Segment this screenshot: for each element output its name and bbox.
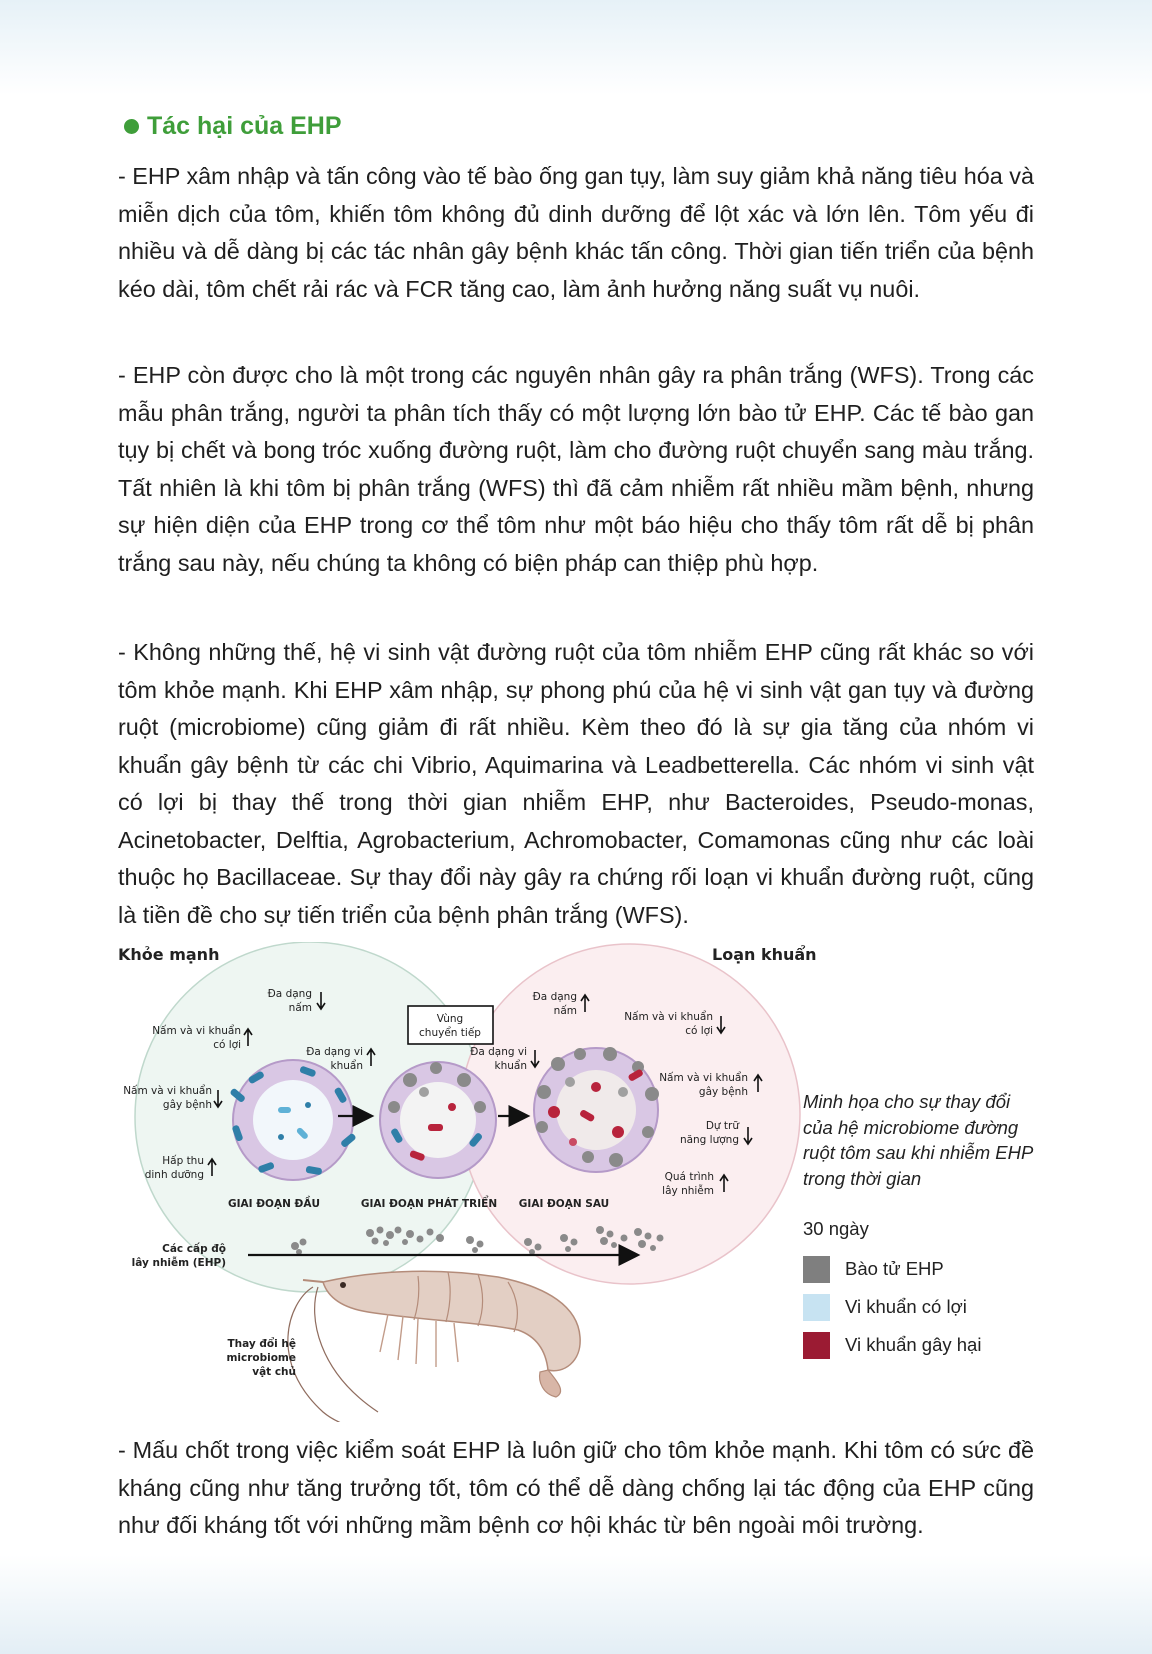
right-fungal-diversity-l1: Đa dạng [532, 991, 577, 1003]
legend-label: Bào tử EHP [845, 1258, 944, 1279]
paragraph-damage-overview: - EHP xâm nhập và tấn công vào tế bào ống gan tụy, làm suy giảm khả năng tiêu hóa và miễn dịch của tôm, khiến tôm không đủ dinh dưỡng để lột xác và lớn lên. Tôm yếu đi nhiều và dễ dàng bị các tác nhân gây bệnh khác tấn công. Thời gian tiến triển của bệnh kéo dài, tôm chết rải rác và FCR tăng cao, làm ảnh hưởng năng suất vụ nuôi. [118, 163, 1034, 302]
right-pathogenic-l2: gây bệnh [698, 1086, 748, 1098]
right-beneficial-l1: Nấm và vi khuẩn [624, 1011, 713, 1023]
figure-caption: Minh họa cho sự thay đổi của hệ microbiome đường ruột tôm sau khi nhiễm EHP trong thời gian [803, 1091, 1033, 1189]
label-healthy: Khỏe mạnh [118, 945, 220, 964]
transition-zone-line1: Vùng [436, 1013, 464, 1025]
stage-label-developing: GIAI ĐOẠN PHÁT TRIỂN [360, 1198, 498, 1210]
left-absorption-l1: Hấp thu [162, 1155, 204, 1167]
legend-title: 30 ngày [803, 1218, 869, 1239]
left-bacterial-diversity-l2: khuẩn [330, 1060, 363, 1072]
figure-legend [803, 1218, 981, 1364]
host-change-l2: microbiome [226, 1352, 296, 1364]
stage-label-late: GIAI ĐOẠN SAU [518, 1198, 610, 1210]
microbiome-diagram [118, 942, 848, 1422]
left-fungal-diversity-l2: nấm [288, 1002, 312, 1014]
shrimp-illustration [288, 1271, 580, 1422]
right-infection-l2: lây nhiễm [662, 1185, 714, 1197]
right-bacterial-diversity-l2: khuẩn [494, 1060, 527, 1072]
gut-section-developing [380, 1062, 496, 1178]
legend-swatch-beneficial [803, 1294, 830, 1321]
paragraph-white-feces: - EHP còn được cho là một trong các nguyên nhân gây ra phân trắng (WFS). Trong các mẫu phân trắng, người ta phân tích thấy có một lượng lớn bào tử EHP. Các tế bào gan tụy bị chết và bong tróc xuống đường ruột, làm cho đường ruột chuyển sang màu trắng. Tất nhiên là khi tôm bị phân trắng (WFS) thì đã cảm nhiễm rất nhiều mầm bệnh, nhưng sự hiện diện của EHP trong cơ thể tôm như một báo hiệu cho thấy tôm rất dễ bị phân trắng sau này, nếu chúng ta không có biện pháp can thiệp phù hợp. [118, 362, 1034, 576]
right-fungal-diversity-l2: nấm [553, 1005, 577, 1017]
paragraph-control: - Mấu chốt trong việc kiểm soát EHP là luôn giữ cho tôm khỏe mạnh. Khi tôm có sức đề kháng cũng như tăng trưởng tốt, tôm có thể dễ dàng chống lại tác động của EHP cũng như đối kháng tốt với những mầm bệnh cơ hội khác từ bên ngoài môi trường. [118, 1437, 1034, 1538]
paragraph-microbiome: - Không những thế, hệ vi sinh vật đường ruột của tôm nhiễm EHP cũng rất khác so với tôm khỏe mạnh. Khi EHP xâm nhập, sự phong phú của hệ vi sinh vật gan tụy và đường ruột (microbiome) cũng giảm đi rất nhiều. Kèm theo đó là sự gia tăng của nhóm vi khuẩn gây bệnh từ các chi Vibrio, Aquimarina và Leadbetterella. Các nhóm vi sinh vật có lợi bị thay thế trong thời gian nhiễm EHP, như Bacteroides, Pseudo-monas, Acinetobacter, Delftia, Agrobacterium, Achromobacter, Comamonas cũng như các loài thuộc họ Bacillaceae. Sự thay đổi này gây ra chứng rối loạn vi khuẩn đường ruột, cũng là tiền đề cho sự tiến triển của bệnh phân trắng (WFS). [118, 639, 1034, 928]
bullet-dot-icon [124, 119, 139, 134]
infection-level-l2: lây nhiễm (EHP) [131, 1257, 226, 1269]
legend-label: Vi khuẩn gây hại [845, 1334, 982, 1355]
legend-item [803, 1288, 981, 1326]
stage-label-early: GIAI ĐOẠN ĐẦU [228, 1198, 320, 1210]
left-bacterial-diversity-l1: Đa dạng vi [306, 1046, 363, 1058]
left-beneficial-l2: có lợi [213, 1039, 241, 1051]
host-change-l1: Thay đổi hệ [227, 1338, 296, 1350]
section-heading-text: Tác hại của EHP [147, 112, 342, 140]
right-energy-l2: năng lượng [679, 1134, 739, 1146]
left-beneficial-l1: Nấm và vi khuẩn [152, 1025, 241, 1037]
host-change-l3: vật chủ [252, 1366, 296, 1378]
transition-zone-line2: chuyển tiếp [419, 1027, 481, 1039]
legend-label: Vi khuẩn có lợi [845, 1296, 967, 1317]
right-energy-l1: Dự trữ [705, 1120, 739, 1132]
microbiome-figure [118, 942, 848, 1422]
left-pathogenic-l1: Nấm và vi khuẩn [123, 1085, 212, 1097]
infection-level-l1: Các cấp độ [162, 1243, 226, 1255]
right-beneficial-l2: có lợi [685, 1025, 713, 1037]
legend-swatch-harmful [803, 1332, 830, 1359]
right-pathogenic-l1: Nấm và vi khuẩn [659, 1072, 748, 1084]
legend-swatch-spore [803, 1256, 830, 1283]
section-heading [124, 112, 342, 141]
right-bacterial-diversity-l1: Đa dạng vi [470, 1046, 527, 1058]
label-dysbiosis: Loạn khuẩn [712, 945, 817, 964]
left-fungal-diversity-l1: Đa dạng [267, 988, 312, 1000]
gut-section-late [534, 1047, 659, 1172]
right-infection-l1: Quá trình [664, 1171, 714, 1183]
legend-item [803, 1326, 981, 1364]
left-absorption-l2: dinh dưỡng [144, 1169, 204, 1181]
legend-item [803, 1250, 981, 1288]
left-pathogenic-l2: gây bệnh [162, 1099, 212, 1111]
